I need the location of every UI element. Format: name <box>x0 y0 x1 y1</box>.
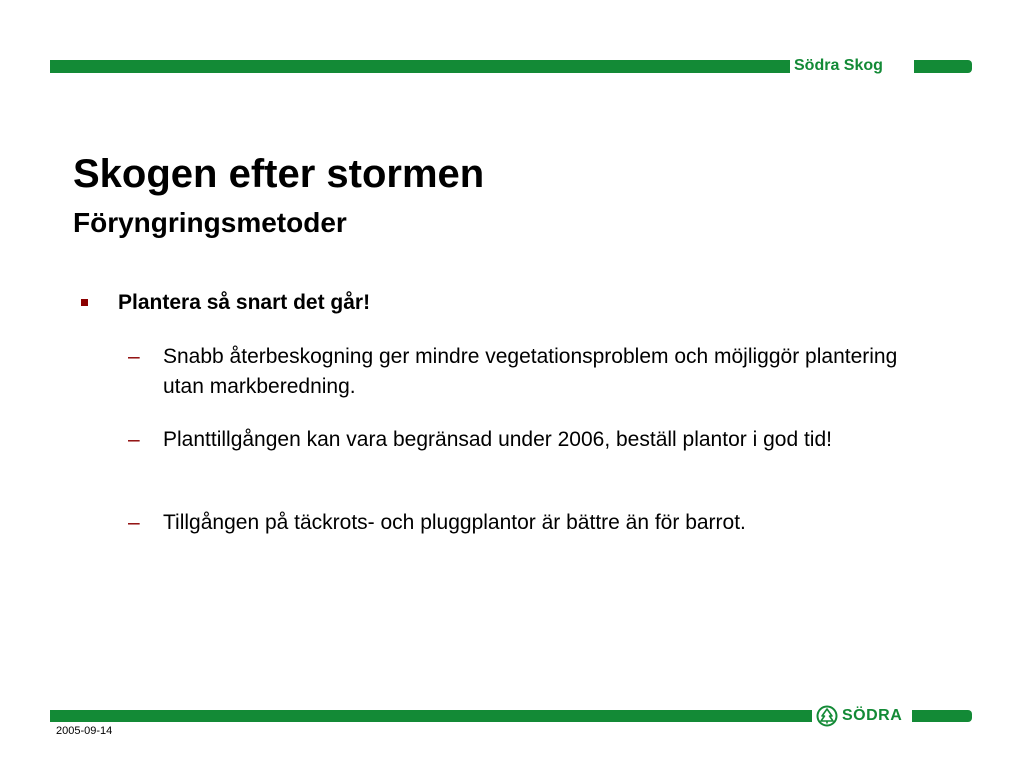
sub-bullet <box>128 425 908 485</box>
dash-bullet-icon: – <box>128 511 140 534</box>
sub-bullet-text: Snabb återbeskogning ger mindre vegetationsproblem och möjliggör plantering utan markberedning. <box>163 345 898 398</box>
dash-bullet-icon: – <box>128 345 140 368</box>
logo-wordmark: SÖDRA <box>842 707 903 724</box>
slide-date: 2005-09-14 <box>56 725 113 737</box>
sub-bullet-text: Planttillgången kan vara begränsad under 2006, beställ plantor i god tid! <box>163 428 832 451</box>
dash-bullet-icon: – <box>128 428 140 451</box>
main-bullet-text: Plantera så snart det går! <box>118 291 371 314</box>
main-bullet <box>80 288 940 320</box>
slide-title: Skogen efter stormen <box>73 152 485 196</box>
top-green-bar <box>50 60 790 73</box>
sub-bullet <box>128 508 908 538</box>
header-brand-label: Södra Skog <box>794 57 883 74</box>
sodra-tree-logo-icon <box>816 705 838 727</box>
top-green-bar-end <box>914 60 972 73</box>
sub-bullet <box>128 342 908 402</box>
sub-bullet-text: Tillgången på täckrots- och pluggplantor är bättre än för barrot. <box>163 511 746 534</box>
slide-subtitle: Föryngringsmetoder <box>73 207 347 238</box>
sodra-logo <box>816 704 908 728</box>
bottom-green-bar <box>50 710 812 722</box>
square-bullet-icon <box>81 299 88 306</box>
bottom-green-bar-end <box>912 710 972 722</box>
